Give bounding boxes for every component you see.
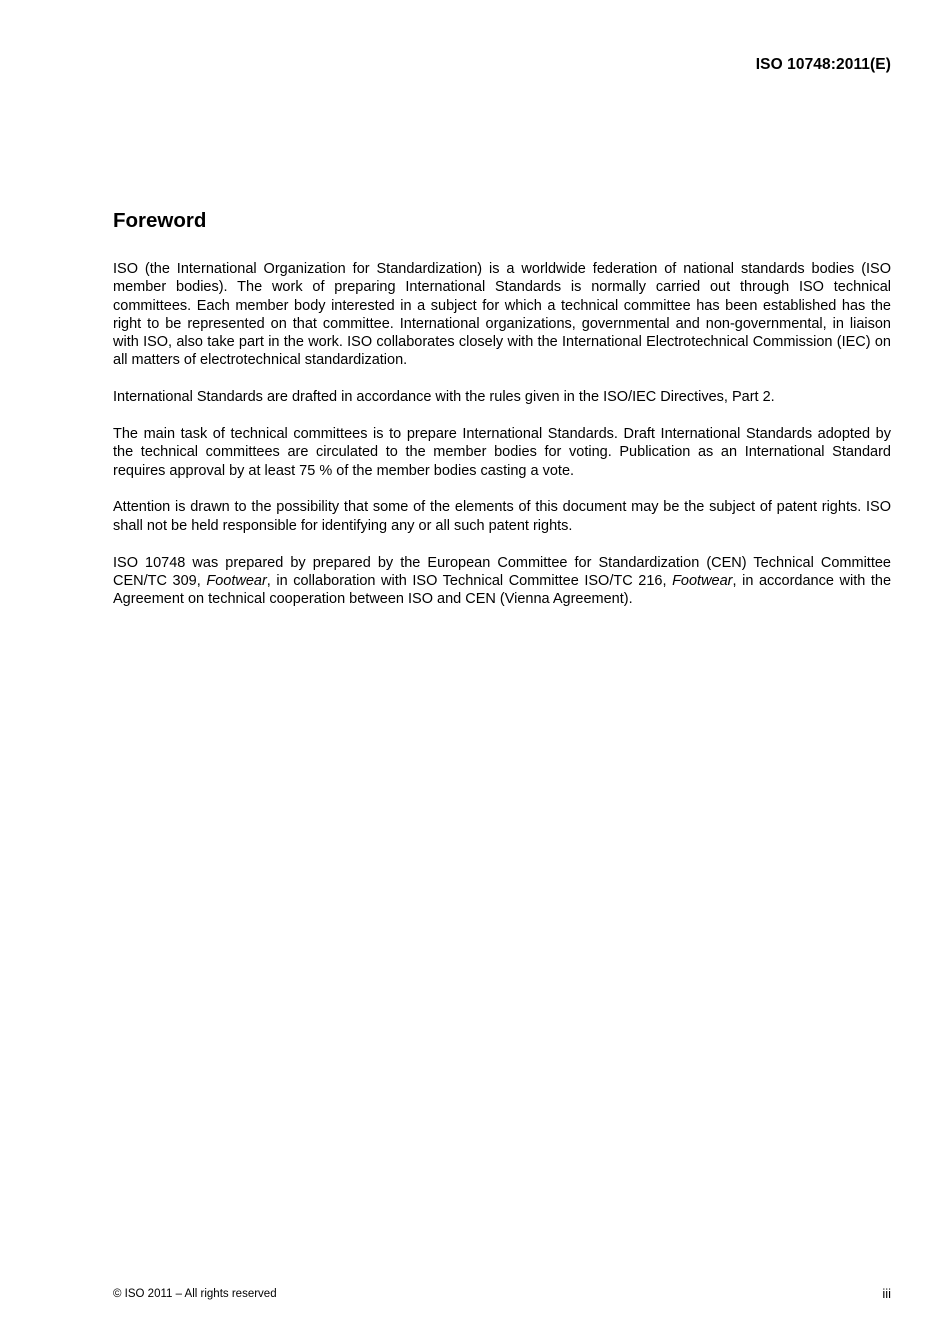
paragraph-iso-intro: ISO (the International Organization for Standardization) is a worldwide federation of national standards bodies (ISO member bodies). The work of preparing International Standards is normally carried out through ISO technical committees. Each member body interested in a subject for which a technical committee has been established has the right to be represented on that committee. International organizations, governmental and non-governmental, in liaison with ISO, also take part in the work. ISO collaborates closely with the International Electrotechnical Commission (IEC) on all matters of electrotechnical standardization. [113, 261, 891, 369]
committee-name-iso: Footwear [672, 572, 733, 589]
page-number: iii [882, 1286, 891, 1301]
preparation-text-2: , in collaboration with ISO Technical Committee ISO/TC 216, [266, 572, 673, 589]
committee-name-cen: Footwear [206, 572, 267, 589]
document-id: ISO 10748:2011(E) [755, 56, 891, 73]
copyright-notice: © ISO 2011 – All rights reserved [113, 1288, 277, 1300]
section-heading-foreword: Foreword [113, 209, 207, 232]
preparation-text-1: ISO 10748 was prepared by prepared by the European Committee for Standardization (CEN) Technical Committee CEN/TC 309, [113, 554, 891, 589]
paragraph-preparation [113, 554, 891, 609]
paragraph-main-task: The main task of technical committees is to prepare International Standards. Draft International Standards adopted by the technical committees are circulated to the member bodies for voting. Publication as an International Standard requires approval by at least 75 % of the member bodies casting a vote. [113, 426, 891, 479]
paragraph-directives: International Standards are drafted in accordance with the rules given in the ISO/IEC Directives, Part 2. [113, 389, 775, 406]
paragraph-patent-rights: Attention is drawn to the possibility that some of the elements of this document may be the subject of patent rights. ISO shall not be held responsible for identifying any or all such patent rights. [113, 499, 891, 534]
foreword-body [113, 260, 891, 627]
preparation-text-3: , in accordance with the Agreement on technical cooperation between ISO and CEN (Vienna Agreement). [113, 572, 892, 608]
